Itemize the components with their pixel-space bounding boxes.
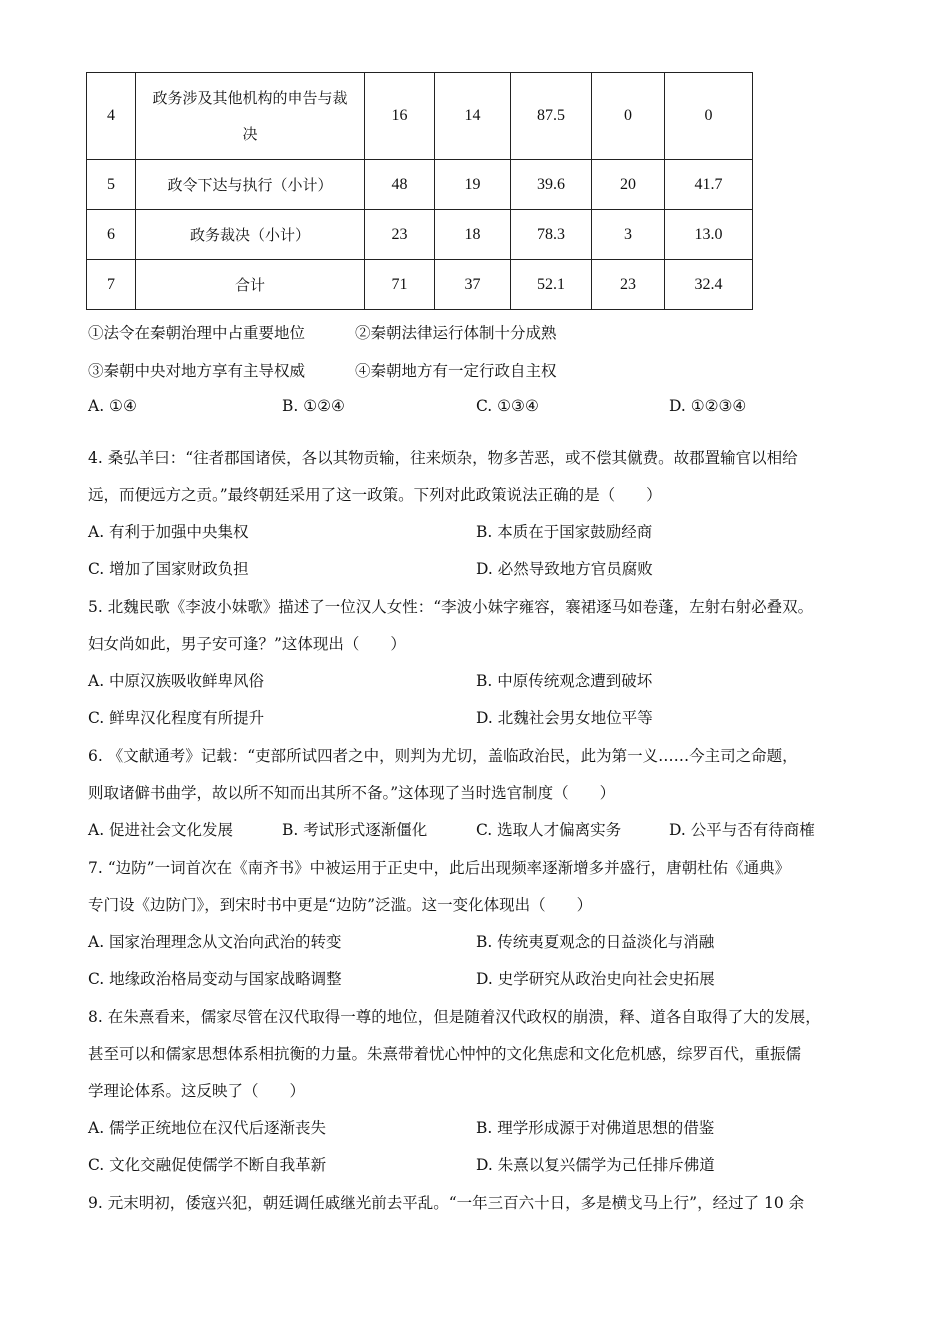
q7-stem-line1: 7. “边防”一词首次在《南齐书》中被运用于正史中，此后出现频率逐渐增多并盛行，唐朝杜佑《通典》 [88,859,791,877]
option-a[interactable]: A. ①④ [88,397,137,415]
cell: 39.6 [511,160,592,210]
row-number: 4 [87,73,136,160]
q5-option-d[interactable]: D. 北魏社会男女地位平等 [476,709,653,727]
cell: 23 [365,210,435,260]
table-row [87,260,753,310]
q4-stem-line1: 4. 桑弘羊曰：“往者郡国诸侯，各以其物贡输，往来烦杂，物多苦恶，或不偿其僦费。故郡置输官以相给 [88,449,798,467]
cell: 78.3 [511,210,592,260]
cell: 13.0 [665,210,753,260]
q7-option-c[interactable]: C. 地缘政治格局变动与国家战略调整 [88,970,342,988]
option-b[interactable]: B. ①②④ [282,397,345,415]
q9-stem-line1: 9. 元末明初，倭寇兴犯，朝廷调任戚继光前去平乱。“一年三百六十日，多是横戈马上行”，经过了 10 余 [88,1194,805,1212]
q8-option-a[interactable]: A. 儒学正统地位在汉代后逐渐丧失 [88,1119,327,1137]
row-number: 5 [87,160,136,210]
q8-stem-line2: 甚至可以和儒家思想体系相抗衡的力量。朱熹带着忧心忡忡的文化焦虑和文化危机感，综罗百代，重振儒 [88,1045,802,1063]
q7-option-b[interactable]: B. 传统夷夏观念的日益淡化与消融 [476,933,715,951]
cell: 37 [435,260,511,310]
table-row [87,73,753,160]
q5-option-b[interactable]: B. 中原传统观念遭到破坏 [476,672,653,690]
statement-2: ②秦朝法律运行体制十分成熟 [355,324,557,342]
cell: 20 [592,160,665,210]
cell: 71 [365,260,435,310]
cell: 52.1 [511,260,592,310]
q7-option-d[interactable]: D. 史学研究从政治史向社会史拓展 [476,970,715,988]
statement-3: ③秦朝中央对地方享有主导权威 [88,362,306,380]
q6-stem-line1: 6. 《文献通考》记载：“吏部所试四者之中，则判为尤切，盖临政治民，此为第一义……今主司之命题， [88,747,798,765]
cell: 18 [435,210,511,260]
cell: 3 [592,210,665,260]
row-number: 7 [87,260,136,310]
row-item: 政务涉及其他机构的申告与裁决 [136,73,365,160]
row-number: 6 [87,210,136,260]
option-c[interactable]: C. ①③④ [476,397,539,415]
q6-stem-line2: 则取诸僻书曲学，故以所不知而出其所不备。”这体现了当时选官制度（ ） [88,784,616,802]
q6-option-a[interactable]: A. 促进社会文化发展 [88,821,234,839]
statement-4: ④秦朝地方有一定行政自主权 [355,362,557,380]
q5-option-c[interactable]: C. 鲜卑汉化程度有所提升 [88,709,265,727]
table-row [87,210,753,260]
statement-1: ①法令在秦朝治理中占重要地位 [88,324,306,342]
cell: 19 [435,160,511,210]
cell: 0 [665,73,753,160]
q8-option-c[interactable]: C. 文化交融促使儒学不断自我革新 [88,1156,327,1174]
q6-option-b[interactable]: B. 考试形式逐渐僵化 [282,821,428,839]
q6-option-c[interactable]: C. 选取人才偏离实务 [476,821,622,839]
q5-stem-line2: 妇女尚如此，男子安可逢？”这体现出（ ） [88,635,406,653]
q8-option-b[interactable]: B. 理学形成源于对佛道思想的借鉴 [476,1119,715,1137]
q4-option-a[interactable]: A. 有利于加强中央集权 [88,523,249,541]
cell: 16 [365,73,435,160]
q8-option-d[interactable]: D. 朱熹以复兴儒学为己任排斥佛道 [476,1156,715,1174]
cell: 48 [365,160,435,210]
q4-option-b[interactable]: B. 本质在于国家鼓励经商 [476,523,653,541]
option-d[interactable]: D. ①②③④ [669,397,747,415]
cell: 23 [592,260,665,310]
q4-stem-line2: 远，而便远方之贡。”最终朝廷采用了这一政策。下列对此政策说法正确的是（ ） [88,486,662,504]
cell: 14 [435,73,511,160]
q7-option-a[interactable]: A. 国家治理理念从文治向武治的转变 [88,933,342,951]
q4-option-d[interactable]: D. 必然导致地方官员腐败 [476,560,653,578]
cell: 87.5 [511,73,592,160]
cell: 41.7 [665,160,753,210]
q8-stem-line3: 学理论体系。这反映了（ ） [88,1082,306,1100]
row-item: 合计 [136,260,365,310]
q5-option-a[interactable]: A. 中原汉族吸收鲜卑风俗 [88,672,265,690]
cell: 0 [592,73,665,160]
row-item: 政令下达与执行（小计） [136,160,365,210]
q6-option-d[interactable]: D. 公平与否有待商榷 [669,821,815,839]
cell: 32.4 [665,260,753,310]
row-item: 政务裁决（小计） [136,210,365,260]
statistics-table [86,72,753,310]
q7-stem-line2: 专门设《边防门》，到宋时书中更是“边防”泛滥。这一变化体现出（ ） [88,896,593,914]
q4-option-c[interactable]: C. 增加了国家财政负担 [88,560,249,578]
q8-stem-line1: 8. 在朱熹看来，儒家尽管在汉代取得一尊的地位，但是随着汉代政权的崩溃，释、道各自取得了大的发展， [88,1008,821,1026]
table-row [87,160,753,210]
q5-stem-line1: 5. 北魏民歌《李波小妹歌》描述了一位汉人女性：“李波小妹字雍容，褰裙逐马如卷蓬，左射右射必叠双。 [88,598,814,616]
